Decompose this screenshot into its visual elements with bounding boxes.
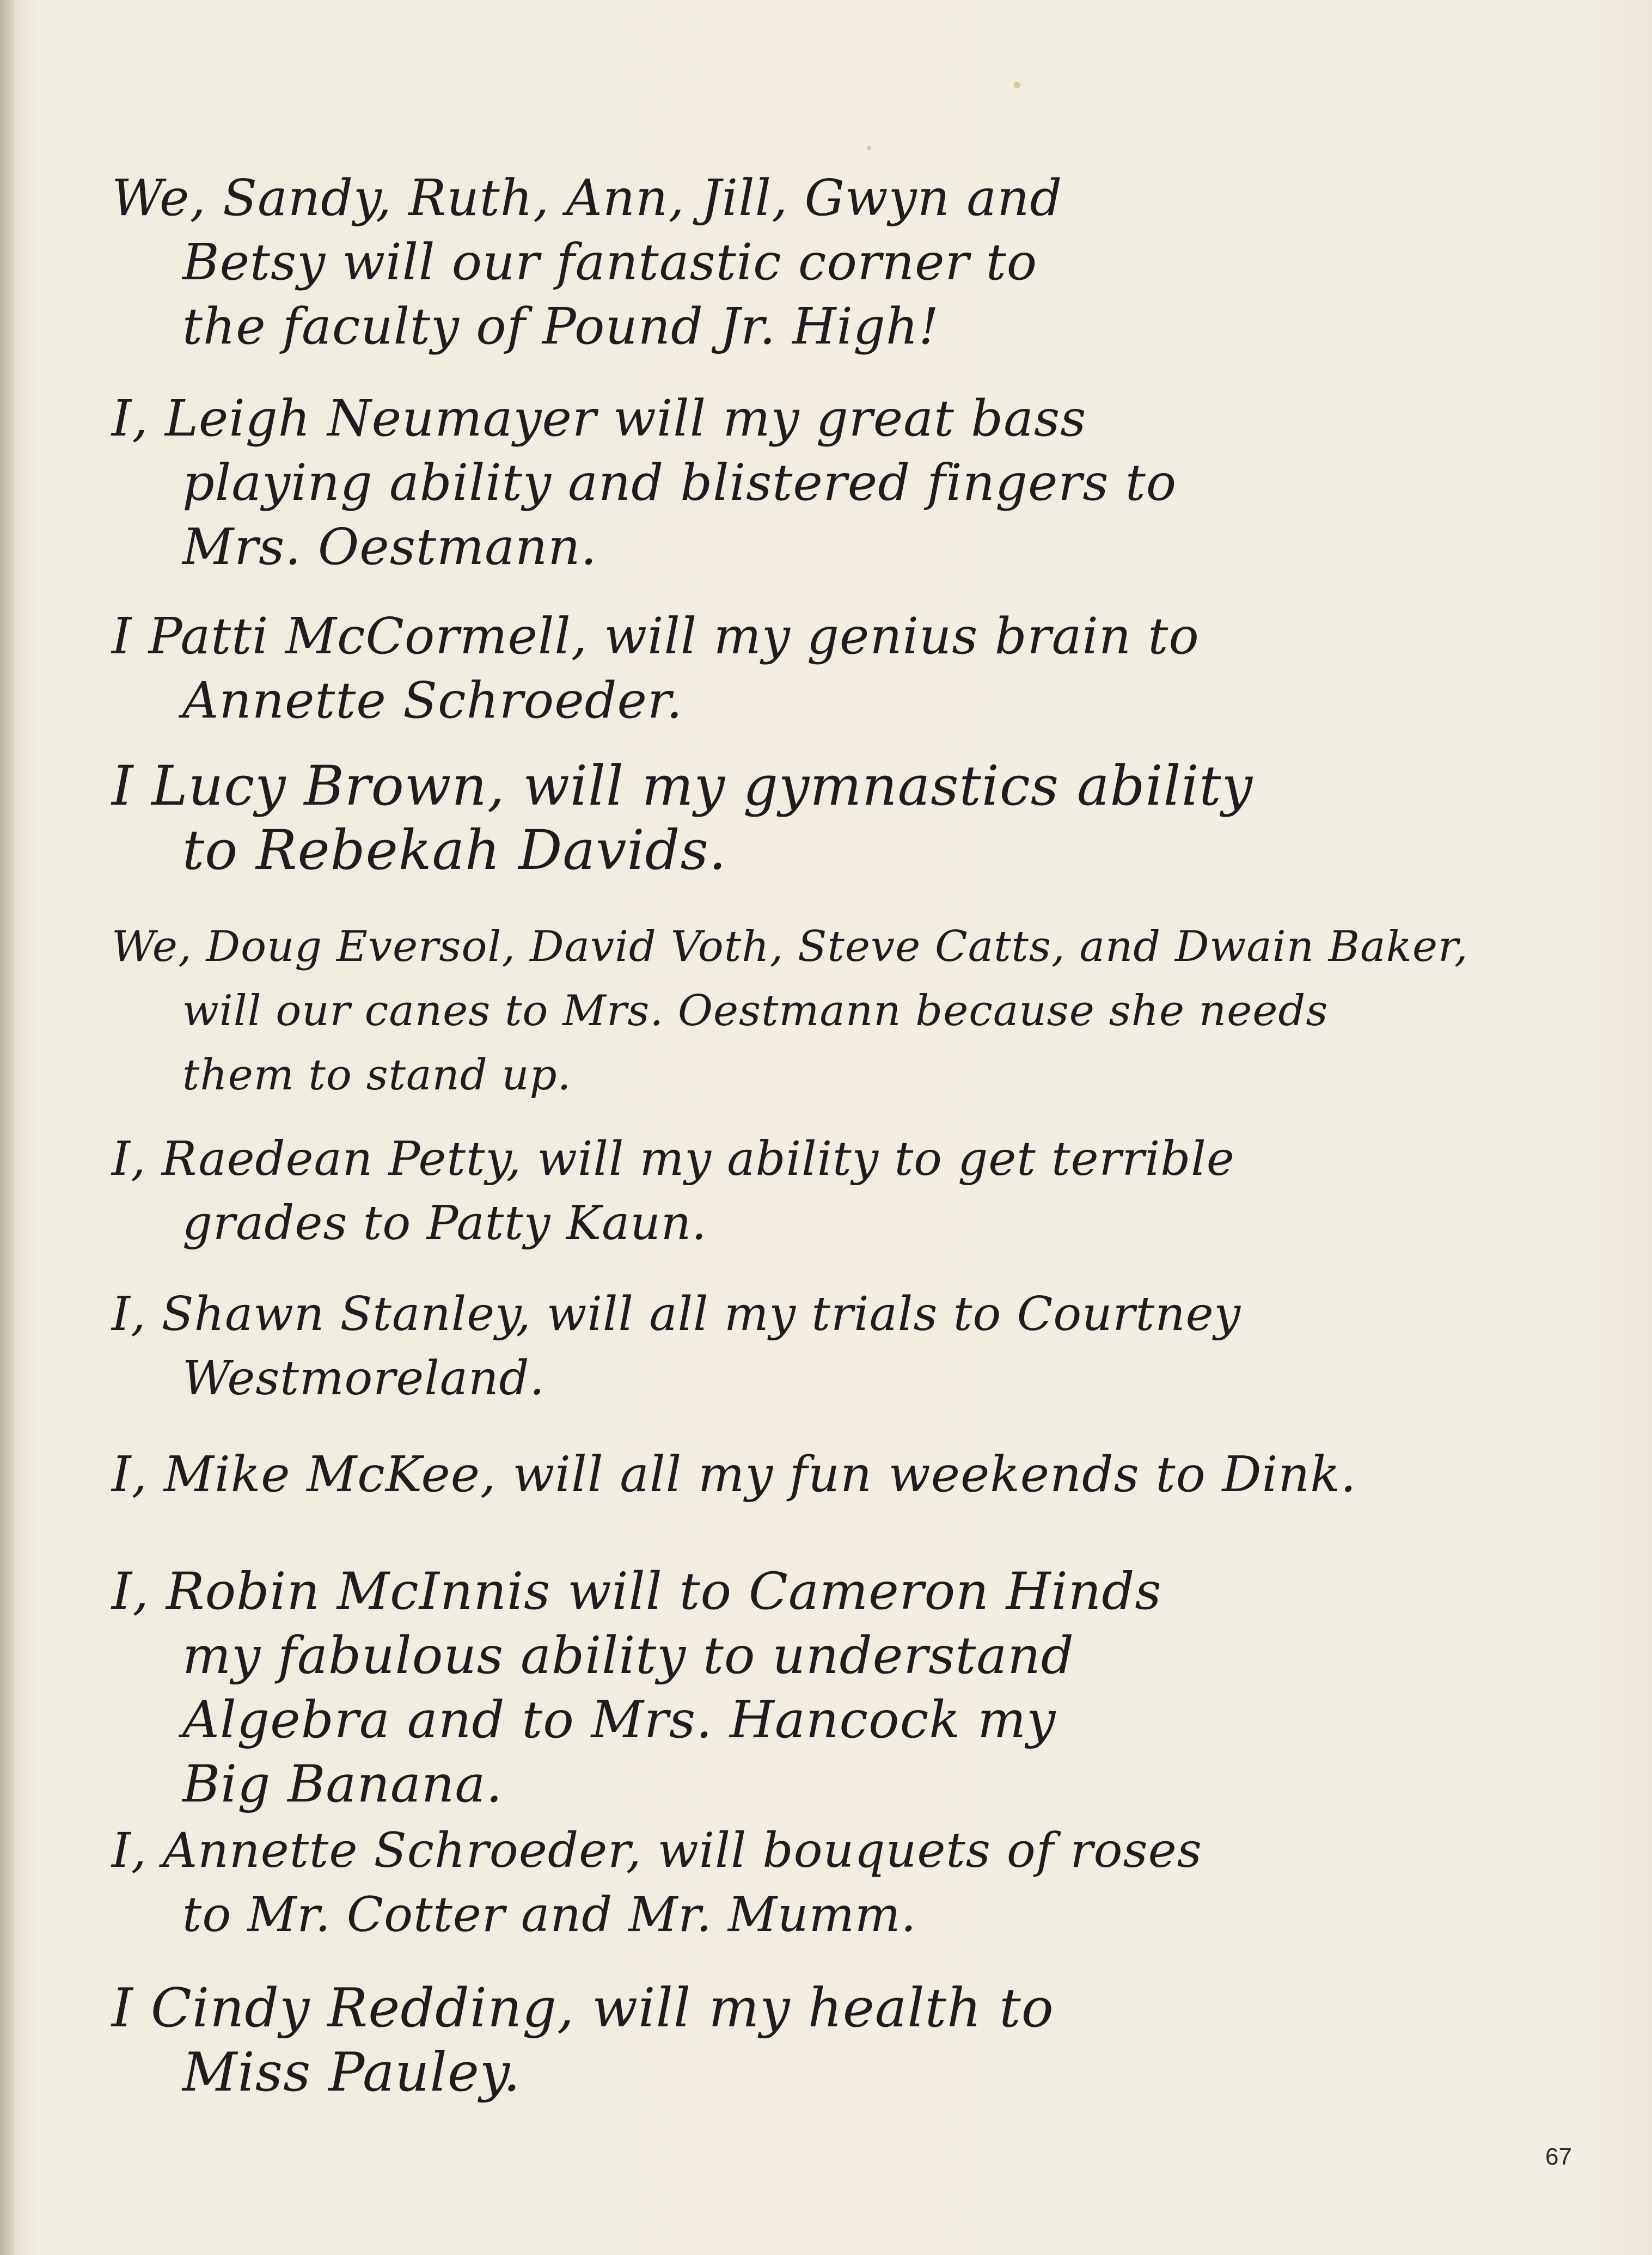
entry-line: I, Robin McInnis will to Cameron Hinds	[112, 1562, 1162, 1621]
entry-line: Miss Pauley.	[182, 2042, 521, 2104]
entry-line: grades to Patty Kaun.	[182, 1196, 707, 1251]
entry-line: will our canes to Mrs. Oestmann because she needs	[182, 986, 1329, 1035]
will-entry-6	[112, 1127, 1235, 1255]
will-entry-9	[112, 1560, 1162, 1817]
entry-line: We, Doug Eversol, David Voth, Steve Catts, and Dwain Baker,	[112, 922, 1469, 971]
entry-line: Annette Schroeder.	[182, 671, 683, 730]
paper-speck	[1014, 82, 1020, 88]
entry-line: I Patti McCormell, will my genius brain to	[112, 607, 1200, 665]
entry-line: Algebra and to Mrs. Hancock my	[182, 1690, 1056, 1750]
entry-line: I, Raedean Petty, will my ability to get terrible	[112, 1132, 1235, 1186]
will-entry-4	[112, 754, 1253, 883]
page-spine-shadow	[0, 0, 14, 2255]
entry-line: the faculty of Pound Jr. High!	[182, 297, 940, 356]
entry-line: I, Annette Schroeder, will bouquets of roses	[112, 1822, 1202, 1878]
entry-line: my fabulous ability to understand	[182, 1626, 1074, 1686]
paper-speck	[867, 146, 871, 150]
will-entry-3	[112, 604, 1200, 733]
entry-line: I, Mike McKee, will all my fun weekends to Dink.	[112, 1446, 1357, 1503]
entry-line: playing ability and blistered fingers to	[182, 454, 1177, 512]
entry-line: I Lucy Brown, will my gymnastics ability	[112, 754, 1253, 818]
will-entry-1	[112, 166, 1062, 359]
entry-line: them to stand up.	[182, 1051, 572, 1100]
entry-line: Westmoreland.	[182, 1351, 545, 1406]
entry-line: Betsy will our fantastic corner to	[182, 233, 1038, 291]
entry-line: to Rebekah Davids.	[182, 818, 727, 882]
will-entry-10	[112, 1818, 1202, 1947]
will-entry-5	[112, 915, 1469, 1107]
entry-line: to Mr. Cotter and Mr. Mumm.	[182, 1886, 917, 1943]
entry-line: I Cindy Redding, will my health to	[112, 1977, 1054, 2039]
entry-line: We, Sandy, Ruth, Ann, Jill, Gwyn and	[112, 169, 1063, 227]
will-entry-8	[112, 1443, 1356, 1507]
will-entry-2	[112, 387, 1177, 579]
page-number: 67	[1545, 2143, 1572, 2170]
will-entry-11	[112, 1976, 1054, 2105]
entry-line: I, Leigh Neumayer will my great bass	[112, 389, 1087, 448]
will-entry-7	[112, 1282, 1241, 1411]
entry-line: Mrs. Oestmann.	[182, 518, 597, 576]
entry-line: I, Shawn Stanley, will all my trials to Courtney	[112, 1287, 1241, 1341]
entry-line: Big Banana.	[182, 1755, 503, 1814]
